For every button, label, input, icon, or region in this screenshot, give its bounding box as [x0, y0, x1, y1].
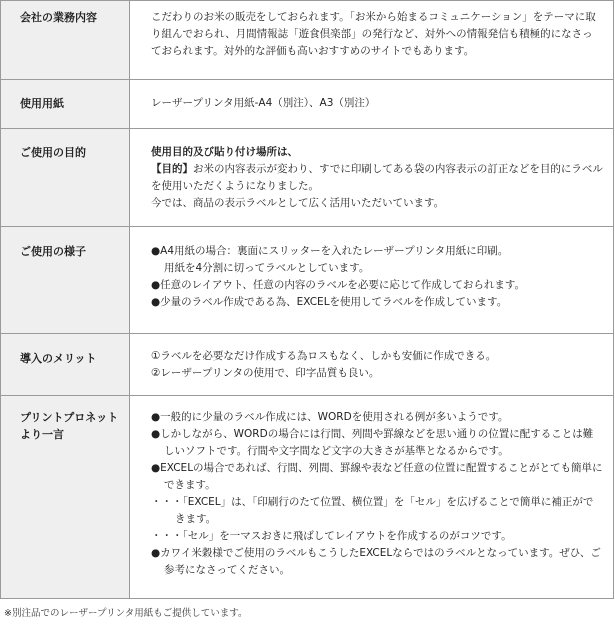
- purpose-tag: 【目的】: [151, 163, 193, 175]
- purpose-label: ご使用の目的: [20, 146, 86, 159]
- purpose-paragraph: [151, 161, 603, 195]
- content-cell: [130, 227, 614, 334]
- label-cell: [1, 334, 130, 396]
- label-cell: [1, 1, 130, 80]
- paper-label: 使用用紙: [20, 97, 64, 110]
- business-text: こだわりのお米の販売をしておられます。「お米から始まるコミュニケーション」をテーマに取り組んでおられ、月間情報誌「遊食倶楽部」の発行など、対外への情報発信も積極的になさっておられます。対外的な評価も高いおすすめのサイトでもあります。: [151, 11, 596, 57]
- paper-text: レーザープリンタ用紙-A4（別注）、A3（別注）: [151, 97, 376, 109]
- label-cell: [1, 396, 130, 599]
- comment-row: [1, 396, 614, 599]
- comment-label: [1, 396, 129, 443]
- content-cell: [130, 334, 614, 396]
- comment-label-line-2: より一言: [20, 428, 64, 441]
- content-cell: [130, 129, 614, 227]
- purpose-heading: 使用目的及び貼り付け場所は、: [151, 146, 298, 158]
- comment-item: ●一般的に少量のラベル作成には、WORDを使用される例が多いようです。: [151, 411, 509, 423]
- merit-item: ①ラベルを必要なだけ作成する為ロスもなく、しかも安価に作成できる。: [151, 350, 497, 362]
- merit-item: ②レーザープリンタの使用で、印字品質も良い。: [151, 367, 380, 379]
- usage-row: [1, 227, 614, 334]
- label-cell: [1, 129, 130, 227]
- comment-item: ・・・「EXCEL」は、「印刷行のたて位置、横位置」を「セル」を広げることで簡単に補正ができます。: [151, 496, 594, 525]
- usage-label: ご使用の様子: [20, 245, 86, 258]
- usage-item: 用紙を4分割に切ってラベルとしています。: [164, 262, 370, 274]
- purpose-row: [1, 129, 614, 227]
- content-cell: [130, 80, 614, 129]
- business-row: [1, 1, 614, 80]
- comment-item: ・・・「セル」を一マスおきに飛ばしてレイアウトを作成するのがコツです。: [151, 530, 512, 542]
- paper-row: [1, 80, 614, 129]
- merit-label: 導入のメリット: [20, 352, 97, 365]
- purpose-text-2: 今では、商品の表示ラベルとして広く活用いただいています。: [151, 197, 445, 209]
- label-cell: [1, 80, 130, 129]
- merit-row: [1, 334, 614, 396]
- footnote: ※別注品でのレーザープリンタ用紙もご提供しています。: [4, 608, 248, 619]
- content-cell: [130, 1, 614, 80]
- comment-item: ●しかしながら、WORDの場合には行間、列間や罫線などを思い通りの位置に配することは難しいソフトです。行間や文字間など文字の大きさが基準となるからです。: [151, 428, 594, 457]
- content-cell: [130, 396, 614, 599]
- usage-item: ●A4用紙の場合：裏面にスリッターを入れたレーザープリンタ用紙に印刷。: [151, 245, 509, 257]
- usage-item: ●少量のラベル作成である為、EXCELを使用してラベルを作成しています。: [151, 296, 508, 308]
- comment-item: ●EXCELの場合であれば、行間、列間、罫線や表など任意の位置に配置することがとても簡単にできます。: [151, 462, 603, 491]
- comment-item: ●カワイ米穀様でご使用のラベルもこうしたEXCELならではのラベルとなっています。ぜひ、ご参考になさってください。: [151, 547, 601, 576]
- purpose-text: お米の内容表示が変わり、すでに印刷してある袋の内容表示の訂正などを目的にラベルを使用いただくようになりました。: [151, 163, 603, 192]
- comment-label-line-1: プリントプロネット: [20, 411, 119, 424]
- business-label: 会社の業務内容: [20, 11, 97, 24]
- usage-item: ●任意のレイアウト、任意の内容のラベルを必要に応じて作成しておられます。: [151, 279, 526, 291]
- label-cell: [1, 227, 130, 334]
